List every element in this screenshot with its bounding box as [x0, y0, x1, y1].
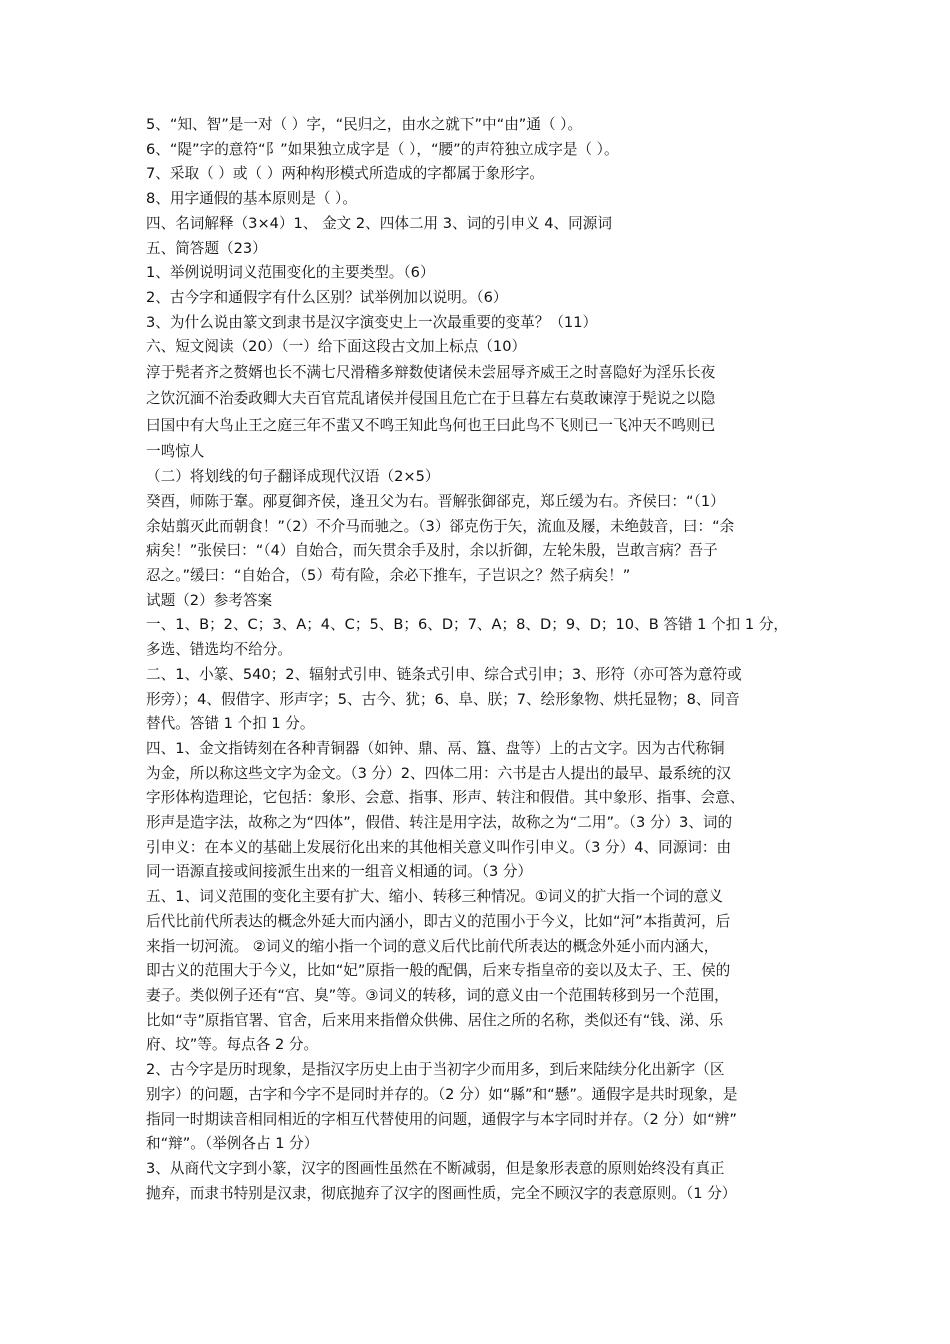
- fill-blank-question-8: 8、用字通假的基本原则是（ ）。: [146, 190, 357, 208]
- fill-blank-question-5: 5、“知、智”是一对（ ）字，“民归之，由水之就下”中“由”通（ ）。: [146, 116, 583, 133]
- answer-line: 替代。答错 1 个扣 1 分。: [146, 715, 315, 733]
- answer-line: 为金，所以称这些文字为金文。（3 分）2、四体二用：六书是古人提出的最早、最系统的汉: [146, 764, 732, 782]
- answer-line: 3、从商代文字到小篆，汉字的图画性虽然在不断减弱，但是象形表意的原则始终没有真正: [146, 1159, 725, 1177]
- translation-text-line: 癸酉，师陈于鞌。邴夏御齐侯，逢丑父为右。晋解张御郤克，郑丘缓为右。齐侯曰：“（1）: [146, 492, 725, 510]
- answer-line: 一、1、B；2、C；3、A；4、C；5、B；6、D；7、A；8、D；9、D；10、B 答错 1 个扣 1 分，: [146, 616, 789, 634]
- section-5-short-answer: 五、简答题（23）: [146, 239, 267, 257]
- answer-line: 后代比前代所表达的概念外延大而内涵小，即古义的范围小于今义，比如“河”本指黄河，后: [146, 912, 731, 930]
- answer-line: 五、1、词义范围的变化主要有扩大、缩小、转移三种情况。①词义的扩大指一个词的意义: [146, 888, 723, 906]
- answer-line: 形声是造字法，故称之为“四体”，假借、转注是用字法，故称之为“二用”。（3 分）3、词的: [146, 814, 733, 832]
- answers-title: 试题（2）参考答案: [146, 591, 273, 609]
- translation-text-line: 忍之。”缓曰：“自始合，（5）苟有险，余必下推车，子岂识之？然子病矣！”: [146, 567, 631, 585]
- answer-line: 形旁）；4、假借字、形声字；5、古今、犹；6、阜、朕；7、绘形象物、烘托显物；8、同音: [146, 690, 740, 708]
- translation-task-title: （二）将划线的句子翻译成现代汉语（2×5）: [146, 468, 440, 486]
- answer-line: 比如“寺”原指官署、官舍，后来用来指僧众供佛、居住之所的名称，类似还有“钱、涕、乐: [146, 1011, 724, 1029]
- fill-blank-question-6: 6、“隄”字的意符“阝”如果独立成字是（ ），“腰”的声符独立成字是（ ）。: [146, 140, 619, 158]
- short-answer-question-3: 3、为什么说由篆文到隶书是汉字演变史上一次最重要的变革？（11）: [146, 313, 598, 331]
- short-answer-question-1: 1、举例说明词义范围变化的主要类型。（6）: [146, 264, 435, 282]
- answer-line: 府、坟”等。每点各 2 分。: [146, 1036, 319, 1054]
- answer-line: 多选、错选均不给分。: [146, 641, 292, 659]
- fill-blank-question-7: 7、采取（ ）或（ ）两种构形模式所造成的字都属于象形字。: [146, 165, 545, 183]
- question-lines: [146, 113, 810, 360]
- section-4-term-explanation: 四、名词解释（3×4）1、 金文 2、四体二用 3、词的引申义 4、同源词: [146, 214, 612, 232]
- answer-line: 2、古今字是历时现象，是指汉字历史上由于当初字少而用多，到后来陆续分化出新字（区: [146, 1061, 725, 1079]
- answer-line: 来指一切河流。 ②词义的缩小指一个词的意义后代比前代所表达的概念外延小而内涵大，: [146, 937, 719, 955]
- answer-line: 妻子。类似例子还有“宫、臭”等。③词义的转移，词的意义由一个范围转移到另一个范围，: [146, 986, 729, 1004]
- answer-line: 抛弃，而隶书特别是汉隶，彻底抛弃了汉字的图画性质，完全不顾汉字的表意原则。（1 分）: [146, 1184, 737, 1202]
- answer-line: 指同一时期读音相同相近的字相互代替使用的问题，通假字与本字同时并存。（2 分）如“辨”: [146, 1110, 737, 1128]
- answer-line: 和“辩”。（举例各占 1 分）: [146, 1135, 319, 1153]
- answer-key: [146, 613, 810, 1206]
- section-6-reading: 六、短文阅读（20）（一）给下面这段古文加上标点（10）: [146, 338, 527, 356]
- ancient-text-line: 曰国中有大鸟止王之庭三年不蜚又不鸣王知此鸟何也王曰此鸟不飞则已一飞冲天不鸣则已: [146, 416, 716, 434]
- ancient-text-line: 淳于髡者齐之赘婿也长不满七尺滑稽多辩数使诸侯未尝屈辱齐威王之时喜隐好为淫乐长夜: [146, 364, 716, 382]
- short-answer-question-2: 2、古今字和通假字有什么区别？试举例加以说明。（6）: [146, 288, 508, 306]
- answer-line: 即古义的范围大于今义，比如“妃”原指一般的配偶，后来专指皇帝的妾以及太子、王、侯的: [146, 962, 731, 980]
- answer-line: 别字）的问题，古字和今字不是同时并存的。（2 分）如“縣”和“懸”。通假字是共时现象，是: [146, 1085, 738, 1103]
- translation-passage: [146, 490, 810, 589]
- answer-line: 字形体构造理论，它包括：象形、会意、指事、形声、转注和假借。其中象形、指事、会意、: [146, 789, 745, 807]
- ancient-text-line: 之饮沉湎不治委政卿大夫百官荒乱诸侯并侵国且危亡在于旦暮左右莫敢谏淳于髡说之以隐: [146, 390, 716, 408]
- translation-text-line: 病矣！”张侯曰：“（4）自始合，而矢贯余手及肘，余以折御，左轮朱殷，岂敢言病？吾子: [146, 542, 718, 560]
- answer-line: 引申义：在本义的基础上发展衍化出来的其他相关意义叫作引申义。（3 分）4、同源词：由: [146, 838, 732, 856]
- answer-line: 同一语源直接或间接派生出来的一组音义相通的词。（3 分）: [146, 863, 533, 881]
- translation-text-line: 余姑翦灭此而朝食！”（2）不介马而驰之。（3）郤克伤于矢，流血及屦，未绝鼓音，曰：“余: [146, 517, 735, 535]
- answer-line: 四、1、金文指铸刻在各种青铜器（如钟、鼎、鬲、簋、盘等）上的古文字。因为古代称铜: [146, 739, 725, 757]
- answer-line: 二、1、小篆、540；2、辐射式引申、链条式引申、综合式引申；3、形符（亦可答为意符或: [146, 665, 742, 683]
- ancient-text-passage: [146, 360, 810, 465]
- ancient-text-line: 一鸣惊人: [146, 442, 205, 460]
